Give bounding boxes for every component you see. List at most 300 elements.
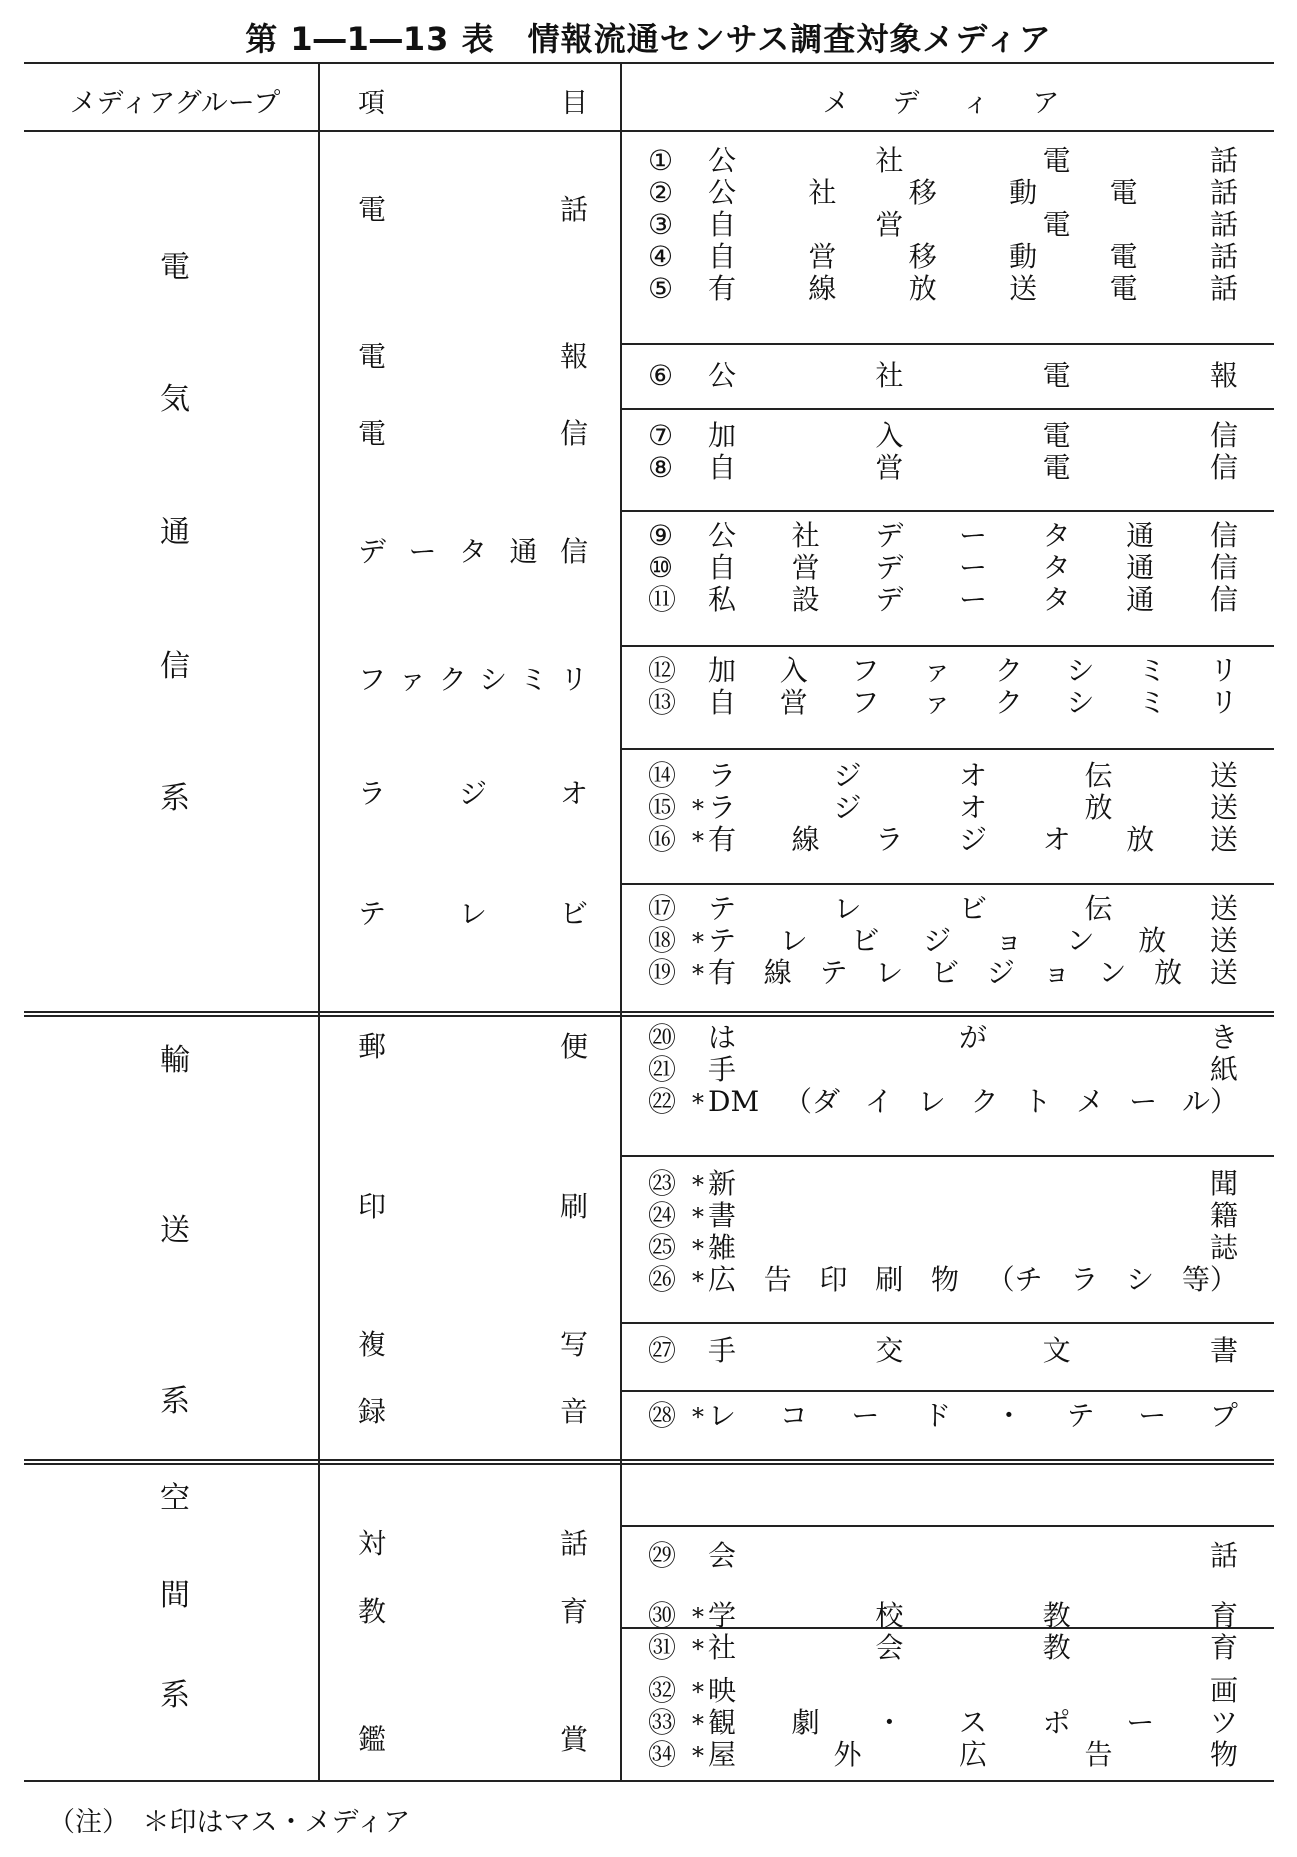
media-number: ㉜ xyxy=(648,1674,677,1707)
media-name-char: 電 xyxy=(1042,451,1071,484)
media-name-char: 入 xyxy=(875,419,904,452)
media-entry xyxy=(648,1632,1238,1664)
media-name-char: 公 xyxy=(708,144,737,177)
media-name-char: テ xyxy=(1066,1399,1095,1432)
media-name-char: 放 xyxy=(1126,823,1155,856)
media-name-char: 新 xyxy=(708,1167,737,1200)
item-label-char: リ xyxy=(559,663,588,696)
media-name-char: 雑 xyxy=(708,1231,737,1264)
media-entry xyxy=(648,452,1238,484)
media-name-char: ラ xyxy=(708,791,737,824)
media-name-char: ョ xyxy=(1042,956,1071,989)
media-name-char: 書 xyxy=(1209,1334,1238,1367)
item-label-char: レ xyxy=(458,897,487,930)
item-label xyxy=(358,1718,588,1758)
media-number: ⑮ xyxy=(648,791,677,824)
group-separator xyxy=(24,1011,1274,1017)
media-name-char: 劇 xyxy=(791,1706,820,1739)
mass-media-mark: * xyxy=(692,827,704,855)
media-number: ⑭ xyxy=(648,759,677,792)
media-name-char: デ xyxy=(875,551,904,584)
item-label-char: ビ xyxy=(559,897,588,930)
item-label-char: 電 xyxy=(358,340,387,373)
item-label xyxy=(358,1390,588,1430)
item-rule xyxy=(620,645,1274,647)
media-name-char: ァ xyxy=(923,654,952,687)
media-name xyxy=(708,1632,1238,1664)
media-name xyxy=(708,1400,1238,1432)
media-name-char: 文 xyxy=(1042,1334,1071,1367)
media-name-char: 手 xyxy=(708,1334,737,1367)
group-label-char: 間 xyxy=(160,1578,190,1613)
media-entry xyxy=(648,145,1238,177)
media-name-char: が xyxy=(958,1021,987,1054)
media-number: ㉒ xyxy=(648,1085,677,1118)
media-entry xyxy=(648,1022,1238,1054)
media-name-char: 広 xyxy=(958,1738,987,1771)
media-name-char: 自 xyxy=(708,551,737,584)
item-label-char: ジ xyxy=(458,777,487,810)
media-name-char: ビ xyxy=(931,956,960,989)
group-separator xyxy=(24,1459,1274,1465)
media-name-char: 有 xyxy=(708,272,737,305)
media-name-char: ァ xyxy=(923,686,952,719)
group-label-char: 電 xyxy=(160,250,190,285)
media-name xyxy=(708,1675,1238,1707)
media-name-char: 営 xyxy=(791,551,820,584)
media-name-char: 送 xyxy=(1209,759,1238,792)
item-rule xyxy=(620,1155,1274,1157)
media-name-char: ー xyxy=(1129,1085,1158,1118)
media-name-char: 物 xyxy=(1209,1738,1238,1771)
media-name-char: 私 xyxy=(708,583,737,616)
media-name xyxy=(708,420,1238,452)
item-rule xyxy=(620,1525,1274,1527)
media-name-char: 自 xyxy=(708,686,737,719)
media-name-char: 手 xyxy=(708,1053,737,1086)
media-number: ⑱ xyxy=(648,924,677,957)
media-name-char: 観 xyxy=(708,1706,737,1739)
media-name-char: 信 xyxy=(1209,451,1238,484)
media-entry xyxy=(648,273,1238,305)
media-name-char: 伝 xyxy=(1084,759,1113,792)
media-number: ㉕ xyxy=(648,1231,677,1264)
media-name-char: ク xyxy=(994,654,1023,687)
media-name-char: ラ xyxy=(1070,1263,1099,1296)
media-name-char: ン xyxy=(1098,956,1127,989)
media-name-char: （ダ xyxy=(783,1085,840,1118)
media-name-char: 印 xyxy=(819,1263,848,1296)
media-name-char: は xyxy=(708,1021,737,1054)
item-label-char: 報 xyxy=(559,340,588,373)
media-name-char: シ xyxy=(1066,686,1095,719)
item-label xyxy=(358,892,588,932)
group-label-char: 系 xyxy=(160,781,190,816)
media-name-char: ョ xyxy=(994,924,1023,957)
media-name-char: ミ xyxy=(1138,654,1167,687)
media-number: ㉔ xyxy=(648,1199,677,1232)
header-media: メ デ ィ ア xyxy=(822,87,1068,119)
item-label-char: ァ xyxy=(398,663,427,696)
media-name-char: 籍 xyxy=(1209,1199,1238,1232)
group-label-char: 送 xyxy=(160,1213,190,1248)
header-item-b: 目 xyxy=(561,87,588,119)
media-name-char: レ xyxy=(875,956,904,989)
item-label-char: ラ xyxy=(358,777,387,810)
media-name-char: シ xyxy=(1066,654,1095,687)
media-name-char: 営 xyxy=(875,451,904,484)
media-name-char: シ xyxy=(1126,1263,1155,1296)
item-label-char: 便 xyxy=(559,1030,588,1063)
media-name-char: 線 xyxy=(808,272,837,305)
media-name xyxy=(708,241,1238,273)
group-label-char: 通 xyxy=(160,515,190,550)
item-label-char: 鑑 xyxy=(358,1723,387,1756)
media-name-char: タ xyxy=(1042,551,1071,584)
media-number: ㉛ xyxy=(648,1631,677,1664)
media-name-char: （チ xyxy=(986,1263,1043,1296)
item-label-char: 賞 xyxy=(559,1723,588,1756)
item-label-char: 電 xyxy=(358,193,387,226)
media-name-char: 告 xyxy=(763,1263,792,1296)
header-item-a: 項 xyxy=(358,87,385,119)
media-name xyxy=(708,1054,1238,1086)
media-number: ⑯ xyxy=(648,823,677,856)
media-list xyxy=(648,893,1238,989)
media-number: ㉞ xyxy=(648,1738,677,1771)
media-name xyxy=(708,1707,1238,1739)
media-list xyxy=(648,1022,1238,1118)
media-number: ⑤ xyxy=(648,272,674,305)
media-number: ㉗ xyxy=(648,1334,677,1367)
media-name-char: コ xyxy=(779,1399,808,1432)
media-name-char: 送 xyxy=(1209,956,1238,989)
media-name-char: 自 xyxy=(708,240,737,273)
media-name-char: 映 xyxy=(708,1674,737,1707)
media-name-char: 移 xyxy=(908,176,937,209)
item-label xyxy=(358,1185,588,1225)
media-number: ㉝ xyxy=(648,1706,677,1739)
media-number: ⑲ xyxy=(648,956,677,989)
media-number: ④ xyxy=(648,240,674,273)
media-name-char: 通 xyxy=(1126,519,1155,552)
group-label-char: 系 xyxy=(160,1384,190,1419)
media-entry xyxy=(648,1335,1238,1367)
media-name-char: デ xyxy=(875,519,904,552)
item-label-char: ク xyxy=(438,663,467,696)
item-label xyxy=(358,1323,588,1363)
media-name-char: 報 xyxy=(1209,359,1238,392)
media-name-char: ー xyxy=(1138,1399,1167,1432)
media-name-char: ビ xyxy=(958,892,987,925)
media-name-char: 話 xyxy=(1209,1539,1238,1572)
media-name-char: 電 xyxy=(1042,208,1071,241)
media-entry xyxy=(648,241,1238,273)
group-label-char: 輸 xyxy=(160,1043,190,1078)
media-entry xyxy=(648,1086,1238,1118)
item-label-char: 通 xyxy=(509,535,538,568)
media-name-char: 入 xyxy=(779,654,808,687)
media-number: ② xyxy=(648,176,674,209)
media-name-char: ス xyxy=(958,1706,987,1739)
media-name-char: 動 xyxy=(1009,240,1038,273)
media-name-char: 放 xyxy=(1154,956,1183,989)
media-name-char: デ xyxy=(875,583,904,616)
media-entry xyxy=(648,687,1238,719)
media-name-char: イ xyxy=(864,1085,893,1118)
media-name-char: オ xyxy=(958,759,987,792)
media-list xyxy=(648,420,1238,484)
header-group: メディアグループ xyxy=(69,87,281,119)
item-label-char: テ xyxy=(358,897,387,930)
mass-media-mark: * xyxy=(692,1089,704,1117)
media-name-char: 有 xyxy=(708,956,737,989)
media-entry xyxy=(648,1739,1238,1771)
media-entry xyxy=(648,1707,1238,1739)
media-entry xyxy=(648,584,1238,616)
media-name-char: 話 xyxy=(1209,176,1238,209)
media-entry xyxy=(648,552,1238,584)
media-number: ⑧ xyxy=(648,451,674,484)
page-title: 第 1―1―13 表 情報流通センサス調査対象メディア xyxy=(245,20,1052,58)
media-name-char: ジ xyxy=(833,759,862,792)
media-entry xyxy=(648,893,1238,925)
media-name-char: 伝 xyxy=(1084,892,1113,925)
media-name-char: 話 xyxy=(1209,272,1238,305)
media-name-char: ビ xyxy=(851,924,880,957)
mass-media-mark: * xyxy=(692,1403,704,1431)
media-name xyxy=(708,273,1238,305)
item-label-char: 電 xyxy=(358,417,387,450)
media-name-char: 話 xyxy=(1209,144,1238,177)
media-name-char: ジ xyxy=(958,823,987,856)
media-name-char: レ xyxy=(779,924,808,957)
media-list xyxy=(648,520,1238,616)
media-entry xyxy=(648,824,1238,856)
media-entry xyxy=(648,1054,1238,1086)
item-label-char: フ xyxy=(358,663,387,696)
item-label-char: 音 xyxy=(559,1395,588,1428)
item-rule xyxy=(620,1322,1274,1324)
media-number: ㉑ xyxy=(648,1053,677,1086)
media-name-char: 告 xyxy=(1084,1738,1113,1771)
media-entry xyxy=(648,655,1238,687)
media-name-char: 育 xyxy=(1209,1631,1238,1664)
mass-media-mark: * xyxy=(692,795,704,823)
mass-media-mark: * xyxy=(692,960,704,988)
media-name-char: 屋 xyxy=(708,1738,737,1771)
media-name xyxy=(708,520,1238,552)
media-name-char: ポ xyxy=(1042,1706,1071,1739)
media-name-char: 信 xyxy=(1209,551,1238,584)
media-entry xyxy=(648,177,1238,209)
media-name-char: ・ xyxy=(875,1706,904,1739)
item-rule xyxy=(620,748,1274,750)
media-name-char: 放 xyxy=(908,272,937,305)
media-name xyxy=(708,145,1238,177)
media-name-char: 書 xyxy=(708,1199,737,1232)
media-number: ⑰ xyxy=(648,892,677,925)
media-name xyxy=(708,209,1238,241)
item-label-char: デ xyxy=(358,535,387,568)
media-name xyxy=(708,552,1238,584)
media-name-char: 放 xyxy=(1084,791,1113,824)
media-name-char: フ xyxy=(851,654,880,687)
group-label-char: 系 xyxy=(160,1678,190,1713)
media-name-char: ド xyxy=(923,1399,952,1432)
media-name xyxy=(708,824,1238,856)
media-name xyxy=(708,1335,1238,1367)
item-label-char: 印 xyxy=(358,1190,387,1223)
media-name-char: 画 xyxy=(1209,1674,1238,1707)
header-item xyxy=(358,70,588,130)
media-entry xyxy=(648,520,1238,552)
media-name xyxy=(708,1232,1238,1264)
media-name-char: リ xyxy=(1209,654,1238,687)
mass-media-mark: * xyxy=(692,1635,704,1663)
media-name-char: ン xyxy=(1066,924,1095,957)
media-number: ⑦ xyxy=(648,419,674,452)
group-label-char: 気 xyxy=(160,382,190,417)
media-name xyxy=(708,1540,1238,1572)
mass-media-mark: * xyxy=(692,1267,704,1295)
media-name-char: 話 xyxy=(1209,240,1238,273)
item-label-char: 郵 xyxy=(358,1030,387,1063)
media-name-char: 広 xyxy=(708,1263,737,1296)
media-name-char: 自 xyxy=(708,208,737,241)
media-entry xyxy=(648,1264,1238,1296)
media-name-char: 聞 xyxy=(1209,1167,1238,1200)
media-name-char: 物 xyxy=(930,1263,959,1296)
mass-media-mark: * xyxy=(692,1235,704,1263)
media-list xyxy=(648,1540,1238,1572)
media-name-char: 校 xyxy=(875,1599,904,1632)
media-entry xyxy=(648,209,1238,241)
media-name-char: 電 xyxy=(1109,176,1138,209)
media-number: ⑫ xyxy=(648,654,677,687)
media-entry xyxy=(648,1675,1238,1707)
media-name-char: 交 xyxy=(875,1334,904,1367)
media-entry xyxy=(648,792,1238,824)
media-name xyxy=(708,893,1238,925)
item-label-char: 話 xyxy=(559,193,588,226)
media-name-char: テ xyxy=(708,892,737,925)
item-rule xyxy=(620,510,1274,512)
footnote: （注） ＊印はマス・メディア xyxy=(48,1807,411,1838)
media-name-char: 線 xyxy=(791,823,820,856)
item-label-char: 話 xyxy=(559,1527,588,1560)
media-name-char: 会 xyxy=(708,1539,737,1572)
media-name xyxy=(708,1200,1238,1232)
item-label xyxy=(358,1522,588,1562)
media-name-char: ジ xyxy=(923,924,952,957)
media-number: ⑪ xyxy=(648,583,677,616)
media-name-char: 社 xyxy=(791,519,820,552)
column-divider xyxy=(318,62,320,1782)
media-number: ㉙ xyxy=(648,1539,677,1572)
media-name-char: 公 xyxy=(708,519,737,552)
media-name-char: 社 xyxy=(808,176,837,209)
media-name-char: ク xyxy=(994,686,1023,719)
media-name-char: 等） xyxy=(1181,1263,1238,1296)
media-name xyxy=(708,452,1238,484)
mass-media-mark: * xyxy=(692,928,704,956)
media-name-char: ー xyxy=(958,519,987,552)
media-number: ③ xyxy=(648,208,674,241)
media-name-char: 放 xyxy=(1138,924,1167,957)
media-entry xyxy=(648,1400,1238,1432)
item-label-char: 録 xyxy=(358,1395,387,1428)
media-number: ① xyxy=(648,144,674,177)
media-list xyxy=(648,145,1238,305)
media-name-char: ・ xyxy=(994,1399,1023,1432)
media-name-char: レ xyxy=(833,892,862,925)
media-name-char: ク xyxy=(970,1085,999,1118)
media-entry xyxy=(648,1232,1238,1264)
media-name-char: ー xyxy=(851,1399,880,1432)
media-name-char: 送 xyxy=(1209,892,1238,925)
item-label xyxy=(358,1590,588,1630)
media-name-char: 教 xyxy=(1042,1599,1071,1632)
media-name-char: オ xyxy=(1042,823,1071,856)
media-name xyxy=(708,792,1238,824)
media-name-char: 移 xyxy=(908,240,937,273)
media-number: ㉚ xyxy=(648,1599,677,1632)
mass-media-mark: * xyxy=(692,1710,704,1738)
item-label-char: 育 xyxy=(559,1595,588,1628)
media-list xyxy=(648,1675,1238,1771)
media-name-char: ル） xyxy=(1181,1085,1238,1118)
media-name-char: 電 xyxy=(1042,144,1071,177)
media-name xyxy=(708,925,1238,957)
media-name-char: 公 xyxy=(708,176,737,209)
media-entry xyxy=(648,760,1238,792)
media-name xyxy=(708,177,1238,209)
column-divider xyxy=(620,62,622,1782)
media-name-char: 電 xyxy=(1109,272,1138,305)
media-number: ㉓ xyxy=(648,1167,677,1200)
media-name-char: テ xyxy=(708,924,737,957)
media-name-char: 送 xyxy=(1209,924,1238,957)
item-label-char: ミ xyxy=(519,663,548,696)
media-name-char: 電 xyxy=(1109,240,1138,273)
media-name-char: テ xyxy=(819,956,848,989)
media-number: ㉘ xyxy=(648,1399,677,1432)
item-label-char: 刷 xyxy=(559,1190,588,1223)
media-name-char: 有 xyxy=(708,823,737,856)
media-list xyxy=(648,655,1238,719)
media-name-char: リ xyxy=(1209,686,1238,719)
item-label-char: タ xyxy=(458,535,487,568)
media-name xyxy=(708,1264,1238,1296)
mass-media-mark: * xyxy=(692,1203,704,1231)
media-name-char: タ xyxy=(1042,519,1071,552)
item-rule xyxy=(620,343,1274,345)
media-name-char: 線 xyxy=(763,956,792,989)
media-name-char: 送 xyxy=(1009,272,1038,305)
item-label-char: 複 xyxy=(358,1328,387,1361)
media-name-char: メ xyxy=(1076,1085,1105,1118)
media-name-char: 信 xyxy=(1209,583,1238,616)
media-list xyxy=(648,760,1238,856)
media-name-char: 公 xyxy=(708,359,737,392)
mass-media-mark: * xyxy=(692,1742,704,1770)
media-entry xyxy=(648,1600,1238,1632)
media-name-char: 社 xyxy=(708,1631,737,1664)
media-name-char: 話 xyxy=(1209,208,1238,241)
item-rule xyxy=(620,883,1274,885)
media-name-char: 電 xyxy=(1042,419,1071,452)
